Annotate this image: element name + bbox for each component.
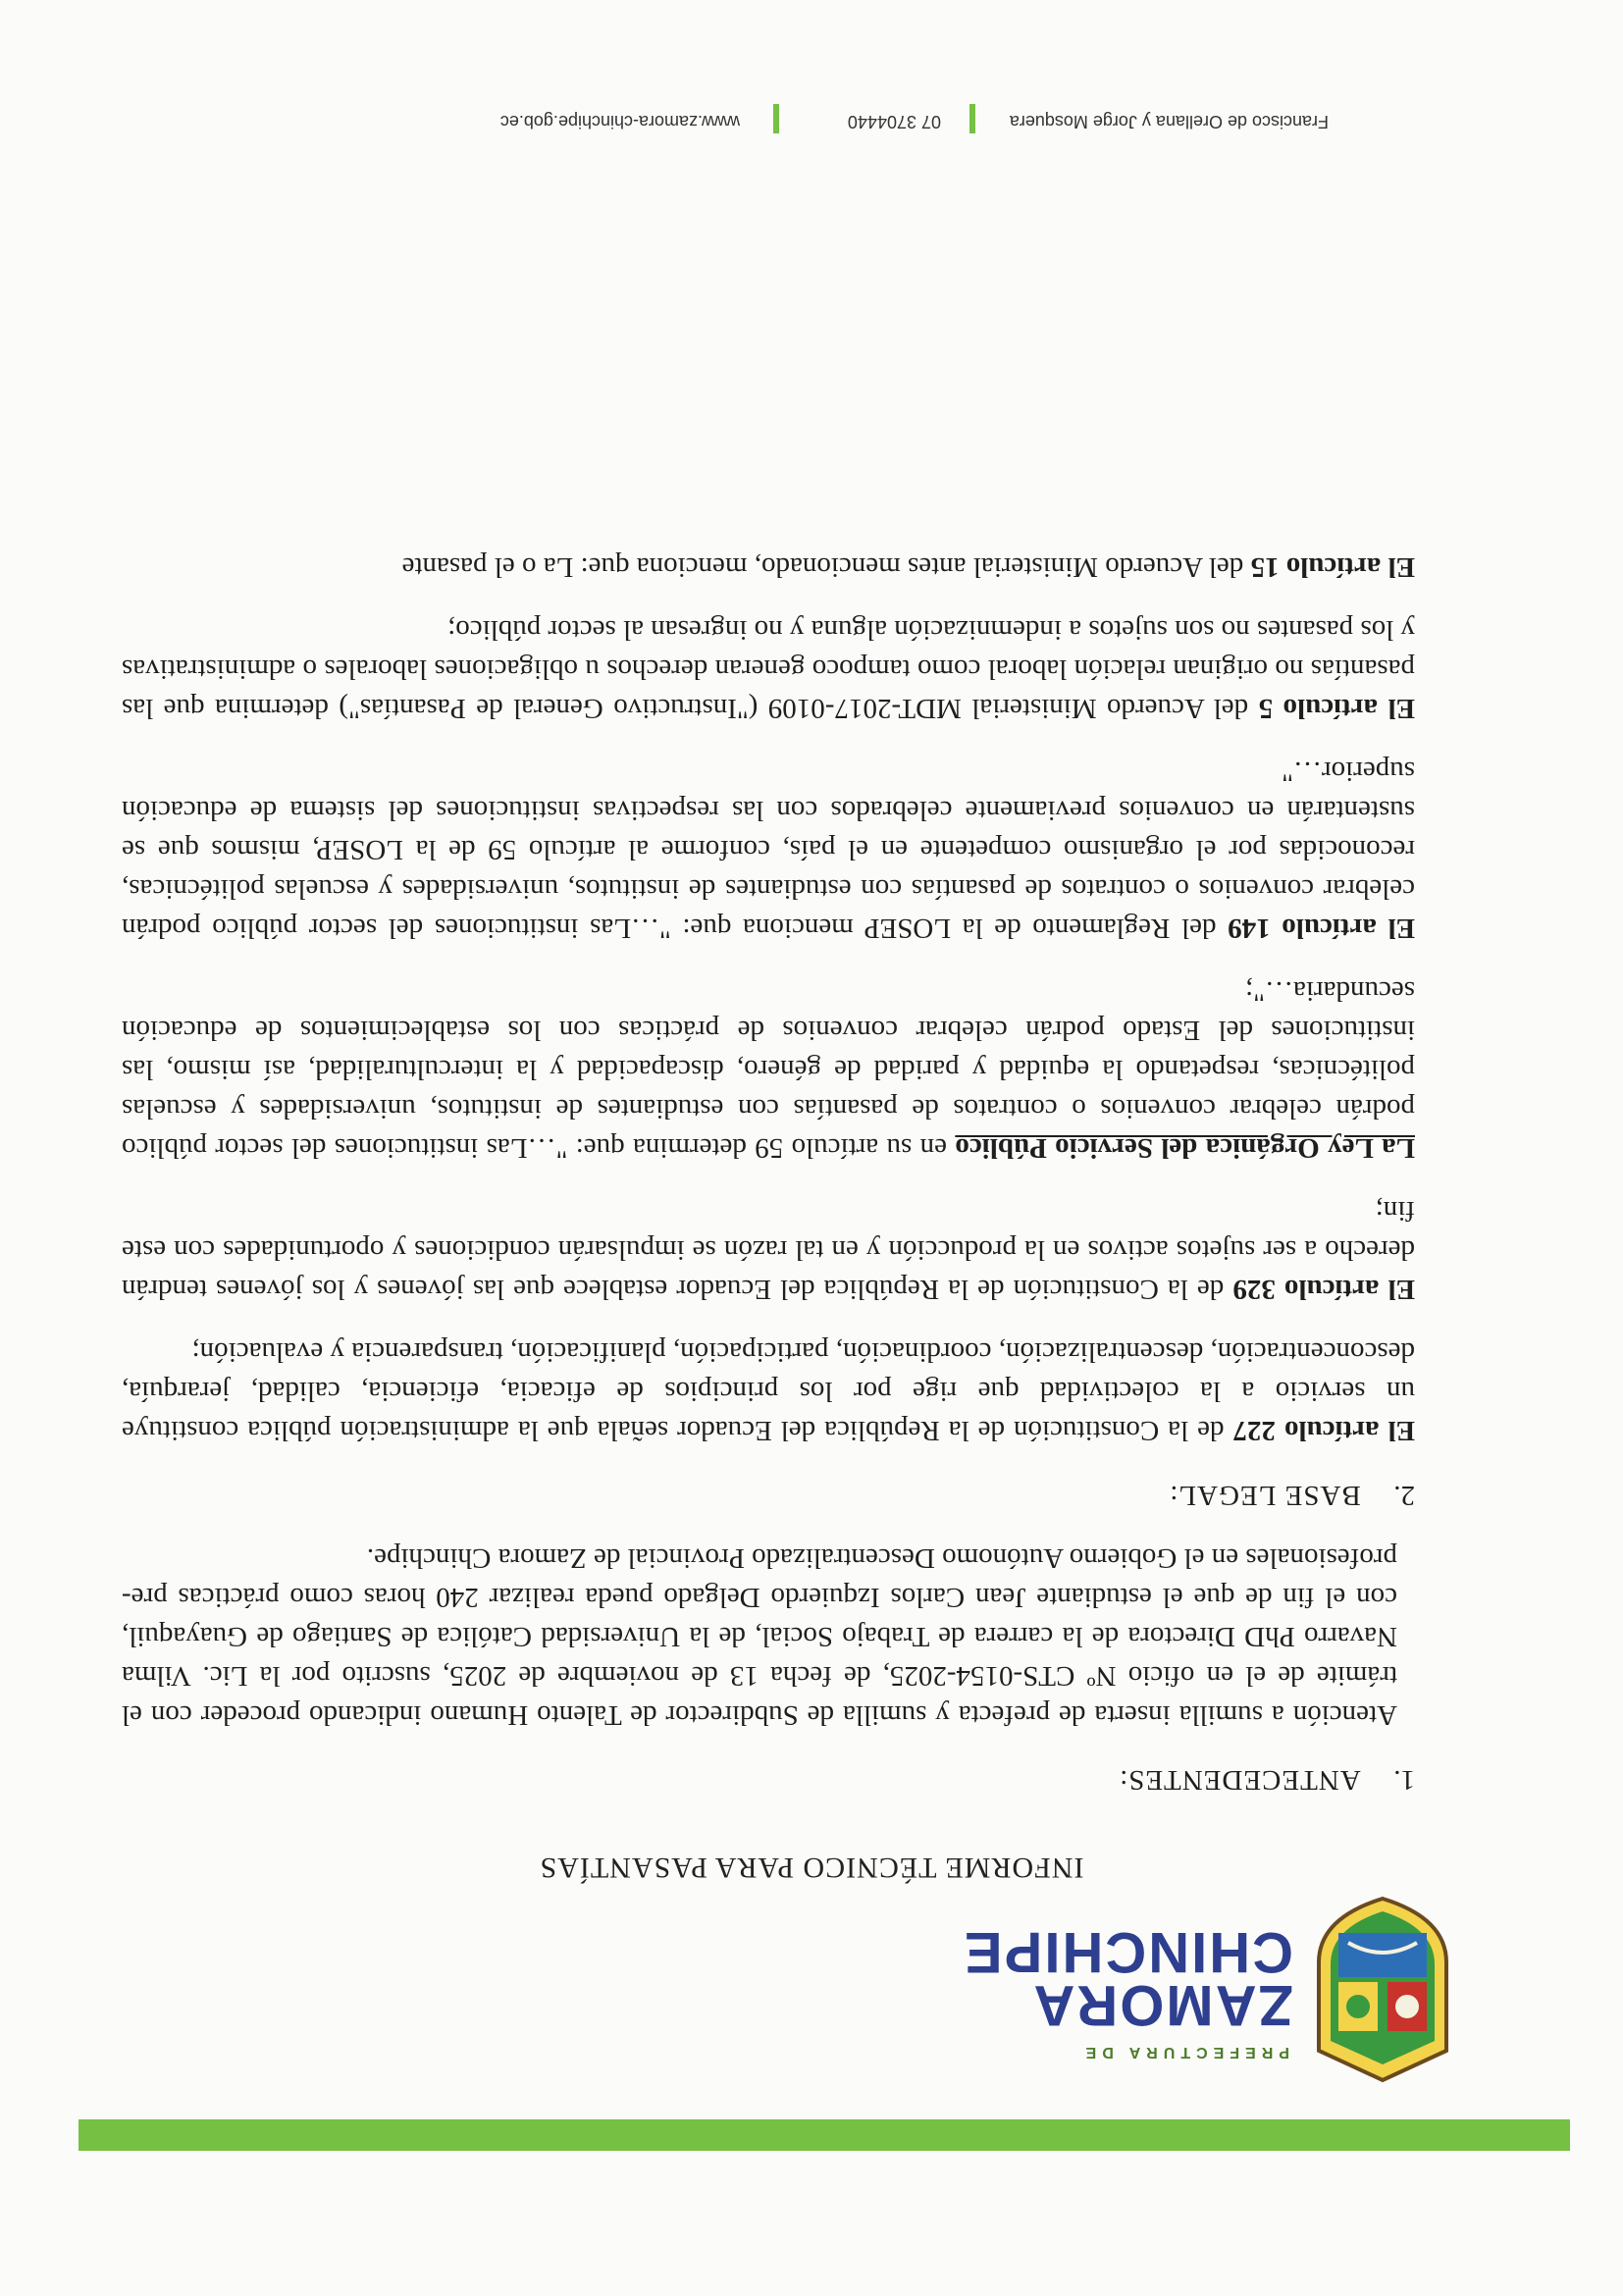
section-antecedentes-heading — [122, 1760, 1415, 1800]
legal-text: del Acuerdo Ministerial antes mencionado, menciona que: La o el pasante — [401, 551, 1251, 583]
section-label: BASE LEGAL: — [1169, 1480, 1361, 1511]
header-green-band — [79, 2119, 1570, 2151]
footer-website: www.zamora-chinchipe.gob.ec — [499, 112, 740, 131]
legal-reference: La Ley Orgánica del Servicio Público — [955, 1132, 1415, 1164]
footer-divider — [969, 104, 975, 133]
document-title: INFORME TÉCNICO PARA PASANTÍAS — [539, 1852, 1084, 1884]
legal-text: de la Constitución de la República del Ecuador establece que las jóvenes y los jóvenes tendrán derecho a ser sujetos activos en la producción y en tal razón se impulsarán condiciones y oportunidades con este fin; — [121, 1195, 1415, 1305]
legal-paragraph-art-15 — [122, 548, 1415, 587]
legal-text: en su artículo 59 determina que: "…Las instituciones del sector público podrán celebrar convenios o contratos de pasantías con estudiantes de institutos, universidades y escuelas politécnicas, respetando la equidad y paridad de género, discapacidad y la interculturalidad, así mismo, las instituciones del Estado podrán celebrar convenios de prácticas con los establecimientos de educación secundaria…"; — [122, 975, 1415, 1164]
legal-text: del Reglamento de la LOSEP menciona que: "…Las instituciones del sector público podrán celebrar convenios o contratos de pasantías con estudiantes de institutos, universidades y escuelas politécnicas, reconocidas por el organismo competente en el país, conforme al artículo 59 de la LOSEP, mismos que se sustentarán en convenios previamente celebrados con las respectivas instituciones del sistema de educación superior…" — [122, 756, 1415, 944]
coat-of-arms-icon — [1309, 1894, 1456, 2090]
section-label: ANTECEDENTES: — [1119, 1764, 1361, 1796]
footer-address: Francisco de Orellana y Jorge Mosquera — [1009, 112, 1329, 131]
page-footer — [249, 98, 1329, 137]
antecedentes-paragraph: Atención a sumilla inserta de prefecta y sumilla de Subdirector de Talento Humano indicando proceder con el trámite de el en oficio Nº CTS-0154-2025, de fecha 13 de noviembre de 2025, suscrito por la Lic. Vilma Navarro PhD Directora de la carrera de Trabajo Social, de la Universidad Católica de Santiago de Guayaquil, con el fin de que el estudiante Jean Carlos Izquierdo Delgado pueda realizar 240 horas como prácticas pre-profesionales en el Gobierno Autónomo Descentralizado Provincial de Zamora Chinchipe. — [122, 1542, 1397, 1731]
section-number: 1. — [1393, 1764, 1415, 1796]
legal-paragraph-art-329 — [122, 1191, 1415, 1309]
footer-phone: 07 3704440 — [847, 112, 941, 131]
legal-text: del Acuerdo Ministerial MDT-2017-0109 ("Instructivo General de Pasantías") determina que las pasantías no originan relación laboral como tampoco generan derechos u obligaciones laborales o administrativas y los pasantes no son sujetos a indemnización alguna y no ingresan al sector público; — [122, 614, 1415, 724]
footer-divider — [773, 104, 779, 133]
legal-reference: El artículo 329 — [1232, 1274, 1415, 1305]
logo-chinchipe-text: CHINCHIPE — [962, 1920, 1293, 1984]
legal-paragraph-art-5 — [122, 610, 1415, 728]
legal-reference: El artículo 5 — [1258, 693, 1415, 724]
legal-reference: El artículo 227 — [1232, 1415, 1415, 1446]
logo-zamora-text: ZAMORA — [1031, 1973, 1293, 2037]
prefectura-logo — [946, 1874, 1456, 2090]
section-number: 2. — [1393, 1480, 1415, 1511]
legal-reference: El artículo 149 — [1228, 913, 1415, 944]
logo-prefix-text: PREFECTURA DE — [1079, 2044, 1289, 2061]
document-body — [122, 524, 1415, 1800]
legal-paragraph-losep — [122, 971, 1415, 1168]
legal-paragraph-art-149 — [122, 752, 1415, 948]
legal-reference: El artículo 15 — [1250, 551, 1415, 583]
legal-text: de la Constitución de la República del Ecuador señala que la administración pública constituye un servicio a la colectividad que rige por los principios de eficacia, eficiencia, calidad, jerarquía, desconcentración, descentralización, coordinación, participación, planificación, transparencia y evaluación; — [122, 1336, 1415, 1446]
section-base-legal-heading — [122, 1476, 1415, 1515]
legal-paragraph-art-227 — [122, 1332, 1415, 1450]
